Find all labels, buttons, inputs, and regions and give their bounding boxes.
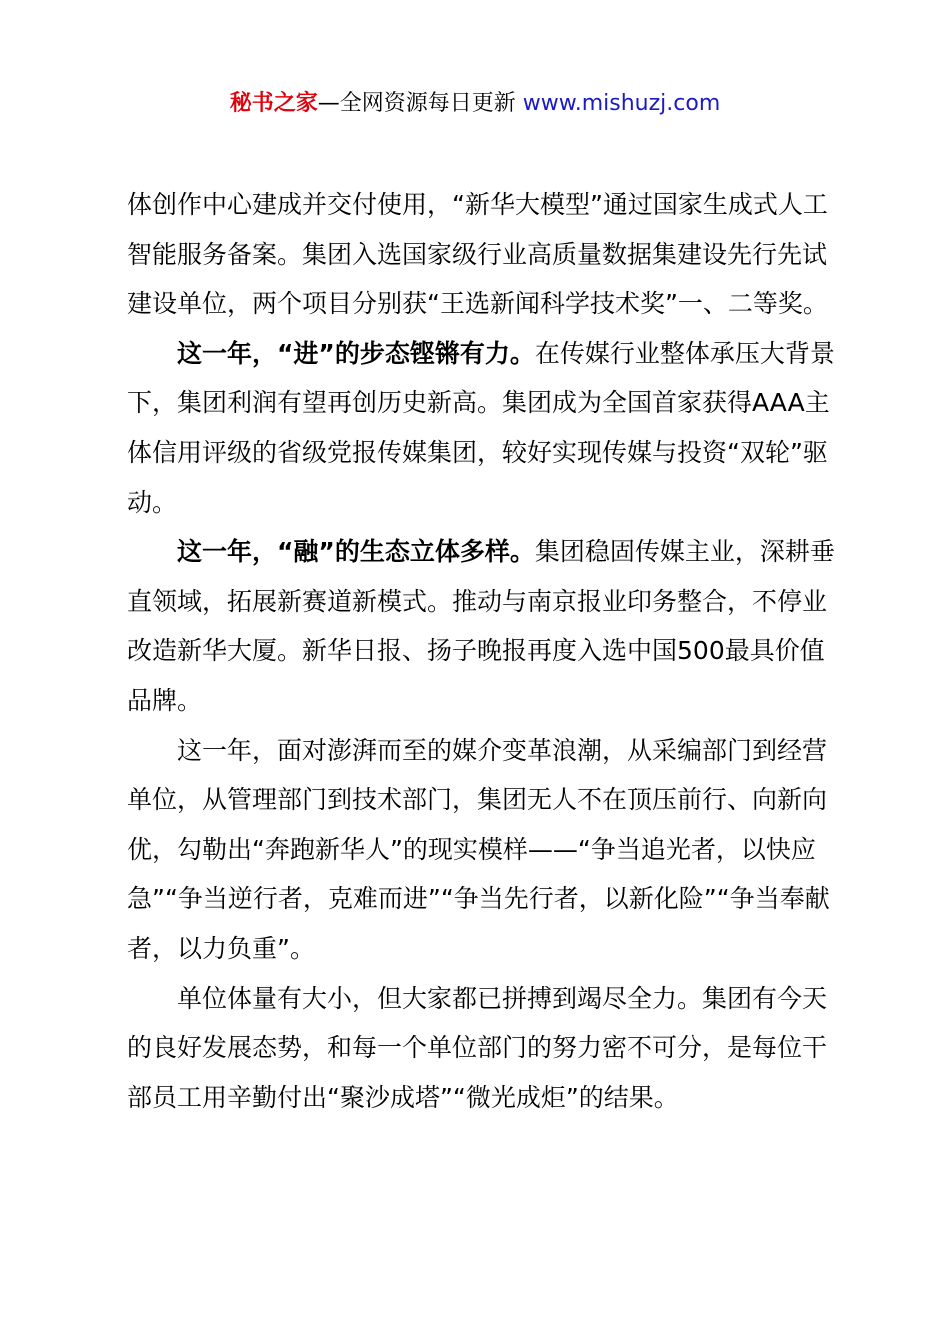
site-url-link[interactable]: www.mishuzj.com <box>522 91 721 116</box>
page-header <box>0 88 950 120</box>
brand-name: 秘书之家 <box>229 91 318 116</box>
paragraph-text: 体创作中心建成并交付使用，“新华大模型”通过国家生成式人工智能服务备案。集团入选国家级行业高质量数据集建设先行先试建设单位，两个项目分别获“王选新闻科学技术奖”一、二等奖。 <box>127 190 828 319</box>
paragraph-text: 在传媒行业整体承压大背景下，集团利润有望再创历史新高。集团成为全国首家获得AAA主体信用评级的省级党报传媒集团，较好实现传媒与投资“双轮”驱动。 <box>127 338 835 517</box>
paragraph-progress <box>127 329 837 527</box>
paragraph-text: 集团稳固传媒主业，深耕垂直领域，拓展新赛道新模式。推动与南京报业印务整合，不停业改造新华大厦。新华日报、扬子晚报再度入选中国500最具价值品牌。 <box>127 537 835 715</box>
paragraph-conclusion <box>127 974 837 1123</box>
paragraph-staff <box>127 726 837 974</box>
paragraph-lead: 这一年，“进”的步态铿锵有力。 <box>177 338 535 368</box>
paragraph-lead: 这一年，“融”的生态立体多样。 <box>177 537 535 567</box>
paragraph-text: 单位体量有大小，但大家都已拼搏到竭尽全力。集团有今天的良好发展态势，和每一个单位部门的努力密不可分，是每位干部员工用辛勤付出“聚沙成塔”“微光成炬”的结果。 <box>127 983 828 1112</box>
header-tagline: —全网资源每日更新 <box>317 91 523 116</box>
document-body <box>127 180 837 1122</box>
paragraph-integration <box>127 527 837 725</box>
paragraph-continuation <box>127 180 837 329</box>
paragraph-text: 这一年，面对澎湃而至的媒介变革浪潮，从采编部门到经营单位，从管理部门到技术部门，集团无人不在顶压前行、向新向优，勾勒出“奔跑新华人”的现实模样——“争当追光者，以快应急”“争当逆行者，克难而进”“争当先行者，以新化险”“争当奉献者，以力负重”。 <box>127 735 830 963</box>
